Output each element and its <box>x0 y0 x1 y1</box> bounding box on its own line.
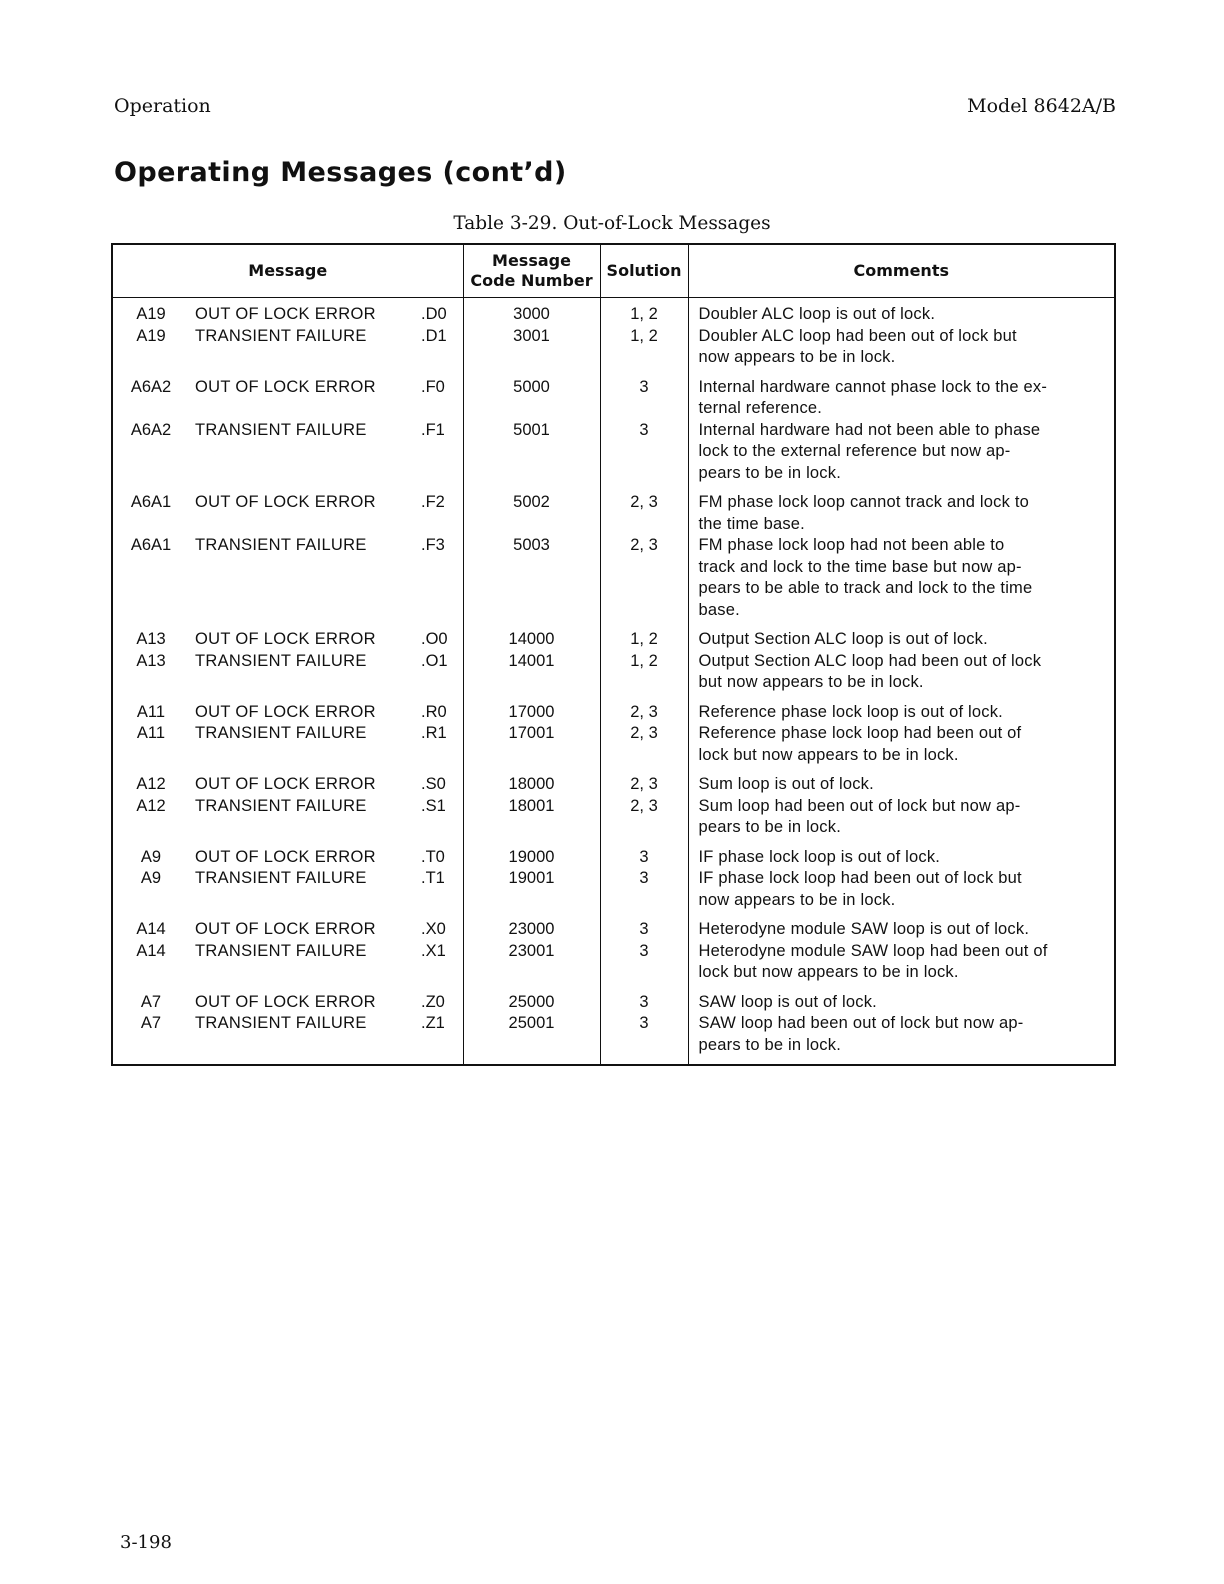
code-number: 14000 <box>508 630 555 648</box>
message-entry <box>113 919 463 941</box>
comment-line: Reference phase lock loop had been out of <box>698 724 1022 742</box>
comment-line: Heterodyne module SAW loop had been out of <box>698 941 1048 960</box>
code-number: 23000 <box>508 920 555 938</box>
solution-column <box>600 298 688 1066</box>
display-code: .F0 <box>421 377 445 396</box>
display-code: .O1 <box>421 651 448 670</box>
solution-ref: 2, 3 <box>630 536 658 554</box>
display-code: .F1 <box>421 420 445 439</box>
spacer-line <box>464 441 600 463</box>
spacer-line <box>601 890 688 912</box>
code-number-group <box>464 377 600 485</box>
comment-line: lock but now appears to be in lock. <box>698 745 959 764</box>
code-number-column <box>463 298 600 1066</box>
code-number: 5002 <box>513 493 550 511</box>
comment-line: Output Section ALC loop had been out of lock <box>698 651 1042 670</box>
code-number: 5001 <box>513 420 550 439</box>
message-group <box>113 919 463 984</box>
solution-ref: 1, 2 <box>630 630 658 648</box>
message-entry <box>113 1013 463 1035</box>
message-group <box>113 774 463 839</box>
message-text: TRANSIENT FAILURE <box>195 724 367 742</box>
comment-line: Doubler ALC loop had been out of lock but <box>698 326 1017 345</box>
spacer-line <box>601 514 688 536</box>
col-header-code-number <box>463 244 600 298</box>
assembly-ref: A9 <box>140 869 162 887</box>
code-number-group <box>464 992 600 1057</box>
comment-line: the time base. <box>698 514 805 533</box>
comment-line: Internal hardware cannot phase lock to the ex- <box>698 377 1048 396</box>
comment-line: Doubler ALC loop is out of lock. <box>698 305 936 323</box>
comment-line: pears to be in lock. <box>698 818 841 836</box>
spacer-line <box>464 745 600 767</box>
message-text: TRANSIENT FAILURE <box>195 869 367 887</box>
spacer-line <box>113 463 463 485</box>
message-group <box>113 992 463 1057</box>
message-text: TRANSIENT FAILURE <box>195 420 367 439</box>
code-number: 25000 <box>508 992 555 1011</box>
code-number-group <box>464 702 600 767</box>
table-body-row <box>112 298 1115 1066</box>
spacer-line <box>113 962 463 984</box>
spacer-line <box>464 672 600 694</box>
display-code: .Z0 <box>421 992 445 1011</box>
display-code: .R1 <box>421 724 447 742</box>
assembly-ref: A19 <box>136 305 166 323</box>
out-of-lock-messages-table <box>111 243 1116 1066</box>
spacer-line <box>601 578 688 600</box>
message-text: TRANSIENT FAILURE <box>195 326 367 345</box>
spacer-line <box>601 745 688 767</box>
col-header-message <box>112 244 463 298</box>
comment-line: FM phase lock loop had not been able to <box>698 536 1005 554</box>
message-text: TRANSIENT FAILURE <box>195 796 367 815</box>
col-header-code-line1: Message <box>492 251 571 270</box>
comment-line: IF phase lock loop had been out of lock but <box>698 869 1022 887</box>
assembly-ref: A6A2 <box>130 377 172 396</box>
solution-group <box>601 377 688 485</box>
solution-group <box>601 992 688 1057</box>
message-text: OUT OF LOCK ERROR <box>195 847 376 866</box>
solution-ref: 2, 3 <box>630 702 658 721</box>
code-number: 3001 <box>513 326 550 345</box>
spacer-line <box>601 398 688 420</box>
spacer-line <box>464 817 600 839</box>
message-entry <box>113 304 463 326</box>
solution-ref: 3 <box>639 920 649 938</box>
comment-line: Heterodyne module SAW loop is out of lock. <box>698 920 1030 938</box>
message-group <box>113 377 463 485</box>
solution-ref: 3 <box>639 1014 649 1032</box>
message-entry <box>113 492 463 514</box>
code-number-group <box>464 304 600 369</box>
spacer-line <box>601 600 688 622</box>
spacer-line <box>601 817 688 839</box>
spacer-line <box>464 514 600 536</box>
comment-line: track and lock to the time base but now ap- <box>698 557 1022 576</box>
table-header-row <box>112 244 1115 298</box>
code-number: 5003 <box>513 536 550 554</box>
solution-group <box>601 847 688 912</box>
code-number: 18000 <box>508 775 555 793</box>
assembly-ref: A14 <box>136 920 166 938</box>
display-code: .X1 <box>421 941 446 960</box>
solution-ref: 3 <box>639 377 649 396</box>
comment-line: now appears to be in lock. <box>698 348 896 366</box>
col-header-code-line2: Code Number <box>470 271 593 290</box>
code-number: 17001 <box>508 724 555 742</box>
spacer-line <box>601 557 688 579</box>
spacer-line <box>601 441 688 463</box>
message-entry <box>113 868 463 890</box>
spacer-line <box>113 745 463 767</box>
col-header-message-label: Message <box>248 261 328 280</box>
message-text: OUT OF LOCK ERROR <box>195 630 376 648</box>
code-number-group <box>464 629 600 694</box>
comment-line: Internal hardware had not been able to phase <box>698 420 1041 439</box>
message-group <box>113 629 463 694</box>
display-code: .O0 <box>421 630 448 648</box>
solution-group <box>601 629 688 694</box>
message-text: TRANSIENT FAILURE <box>195 651 367 670</box>
code-number-group <box>464 492 600 621</box>
comment-line: lock to the external reference but now ap- <box>698 442 1011 460</box>
assembly-ref: A6A1 <box>130 493 172 511</box>
code-number: 3000 <box>513 305 550 323</box>
code-number: 23001 <box>508 941 555 960</box>
solution-group <box>601 304 688 369</box>
comment-line: pears to be in lock. <box>698 463 841 482</box>
comment-line: base. <box>698 600 740 619</box>
message-text: OUT OF LOCK ERROR <box>195 377 376 396</box>
code-number: 17000 <box>508 702 555 721</box>
assembly-ref: A12 <box>136 775 166 793</box>
spacer-line <box>113 347 463 369</box>
col-header-solution <box>600 244 688 298</box>
comment-line: FM phase lock loop cannot track and lock to <box>698 493 1030 511</box>
display-code: .R0 <box>421 702 447 721</box>
message-entry <box>113 420 463 442</box>
comment-line: but now appears to be in lock. <box>698 673 924 691</box>
solution-ref: 3 <box>639 847 649 866</box>
comment-line: lock but now appears to be in lock. <box>698 963 959 981</box>
spacer-line <box>464 962 600 984</box>
assembly-ref: A19 <box>136 326 166 345</box>
assembly-ref: A13 <box>136 651 166 670</box>
message-entry <box>113 847 463 869</box>
code-number: 18001 <box>508 796 555 815</box>
message-group <box>113 702 463 767</box>
solution-ref: 3 <box>639 992 649 1011</box>
spacer-line <box>113 1035 463 1057</box>
solution-group <box>601 702 688 767</box>
solution-ref: 2, 3 <box>630 724 658 742</box>
comment-line: Output Section ALC loop is out of lock. <box>698 630 988 648</box>
comment-line: SAW loop had been out of lock but now ap- <box>698 1014 1024 1032</box>
display-code: .Z1 <box>421 1014 445 1032</box>
solution-ref: 1, 2 <box>630 326 658 345</box>
comment-group <box>689 377 1115 485</box>
spacer-line <box>464 463 600 485</box>
code-number: 5000 <box>513 377 550 396</box>
display-code: .T0 <box>421 847 445 866</box>
code-number: 19000 <box>508 847 555 866</box>
spacer-line <box>464 398 600 420</box>
message-column <box>112 298 463 1066</box>
display-code: .X0 <box>421 920 446 938</box>
col-header-comments <box>688 244 1115 298</box>
solution-ref: 2, 3 <box>630 775 658 793</box>
assembly-ref: A6A1 <box>130 536 172 554</box>
spacer-line <box>113 600 463 622</box>
comment-group <box>689 629 1115 694</box>
message-text: OUT OF LOCK ERROR <box>195 992 376 1011</box>
message-entry <box>113 992 463 1014</box>
code-number-group <box>464 847 600 912</box>
comments-column <box>688 298 1115 1066</box>
assembly-ref: A7 <box>140 1014 162 1032</box>
assembly-ref: A7 <box>140 992 162 1011</box>
assembly-ref: A6A2 <box>130 420 172 439</box>
code-number: 19001 <box>508 869 555 887</box>
message-entry <box>113 723 463 745</box>
assembly-ref: A11 <box>136 702 166 721</box>
spacer-line <box>601 347 688 369</box>
comment-line: pears to be in lock. <box>698 1035 841 1054</box>
col-header-comments-label: Comments <box>853 261 949 280</box>
spacer-line <box>464 347 600 369</box>
message-entry <box>113 326 463 348</box>
message-group <box>113 304 463 369</box>
display-code: .D1 <box>421 326 447 345</box>
message-text: TRANSIENT FAILURE <box>195 536 367 554</box>
running-header-model: Model 8642A/B <box>967 95 1116 117</box>
spacer-line <box>464 600 600 622</box>
display-code: .T1 <box>421 869 445 887</box>
solution-ref: 2, 3 <box>630 796 658 815</box>
spacer-line <box>464 578 600 600</box>
solution-ref: 3 <box>639 869 649 887</box>
message-entry <box>113 774 463 796</box>
comment-group <box>689 919 1115 984</box>
solution-ref: 2, 3 <box>630 493 658 511</box>
code-number-group <box>464 774 600 839</box>
assembly-ref: A12 <box>136 796 166 815</box>
solution-group <box>601 492 688 621</box>
display-code: .D0 <box>421 305 447 323</box>
comment-group <box>689 774 1115 839</box>
message-entry <box>113 941 463 963</box>
code-number-group <box>464 919 600 984</box>
assembly-ref: A14 <box>136 941 166 960</box>
solution-group <box>601 919 688 984</box>
comment-group <box>689 847 1115 912</box>
message-entry <box>113 702 463 724</box>
spacer-line <box>601 1035 688 1057</box>
comment-line: SAW loop is out of lock. <box>698 992 877 1011</box>
comment-line: Reference phase lock loop is out of lock. <box>698 702 1003 721</box>
message-text: OUT OF LOCK ERROR <box>195 305 376 323</box>
section-title: Operating Messages (cont’d) <box>114 157 567 188</box>
message-text: OUT OF LOCK ERROR <box>195 493 376 511</box>
comment-line: pears to be able to track and lock to the time <box>698 579 1033 597</box>
spacer-line <box>113 672 463 694</box>
running-header-section: Operation <box>114 95 211 117</box>
comment-group <box>689 702 1115 767</box>
table-caption: Table 3-29. Out-of-Lock Messages <box>453 213 771 234</box>
solution-ref: 1, 2 <box>630 305 658 323</box>
message-entry <box>113 377 463 399</box>
message-text: TRANSIENT FAILURE <box>195 1014 367 1032</box>
spacer-line <box>464 557 600 579</box>
spacer-line <box>113 441 463 463</box>
code-number: 14001 <box>508 651 555 670</box>
spacer-line <box>113 557 463 579</box>
message-group <box>113 492 463 621</box>
code-number: 25001 <box>508 1014 555 1032</box>
message-entry <box>113 629 463 651</box>
message-entry <box>113 535 463 557</box>
spacer-line <box>113 890 463 912</box>
solution-ref: 3 <box>639 420 649 439</box>
spacer-line <box>113 398 463 420</box>
spacer-line <box>113 578 463 600</box>
solution-ref: 1, 2 <box>630 651 658 670</box>
display-code: .S1 <box>421 796 446 815</box>
message-text: OUT OF LOCK ERROR <box>195 775 376 793</box>
display-code: .F3 <box>421 536 445 554</box>
comment-group <box>689 492 1115 621</box>
spacer-line <box>601 463 688 485</box>
assembly-ref: A9 <box>140 847 162 866</box>
message-group <box>113 847 463 912</box>
comment-line: ternal reference. <box>698 399 823 417</box>
spacer-line <box>464 890 600 912</box>
col-header-solution-label: Solution <box>606 261 682 280</box>
assembly-ref: A13 <box>136 630 166 648</box>
solution-group <box>601 774 688 839</box>
message-text: TRANSIENT FAILURE <box>195 941 367 960</box>
comment-line: Sum loop is out of lock. <box>698 775 874 793</box>
display-code: .S0 <box>421 775 446 793</box>
spacer-line <box>464 1035 600 1057</box>
message-text: OUT OF LOCK ERROR <box>195 702 376 721</box>
message-text: OUT OF LOCK ERROR <box>195 920 376 938</box>
spacer-line <box>113 817 463 839</box>
comment-line: IF phase lock loop is out of lock. <box>698 847 941 866</box>
spacer-line <box>601 962 688 984</box>
assembly-ref: A11 <box>136 724 166 742</box>
solution-ref: 3 <box>639 941 649 960</box>
display-code: .F2 <box>421 493 445 511</box>
message-entry <box>113 651 463 673</box>
comment-group <box>689 992 1115 1057</box>
comment-line: now appears to be in lock. <box>698 890 896 909</box>
page-number: 3-198 <box>120 1532 172 1553</box>
comment-group <box>689 304 1115 369</box>
comment-line: Sum loop had been out of lock but now ap- <box>698 796 1021 815</box>
message-entry <box>113 796 463 818</box>
spacer-line <box>601 672 688 694</box>
spacer-line <box>113 514 463 536</box>
